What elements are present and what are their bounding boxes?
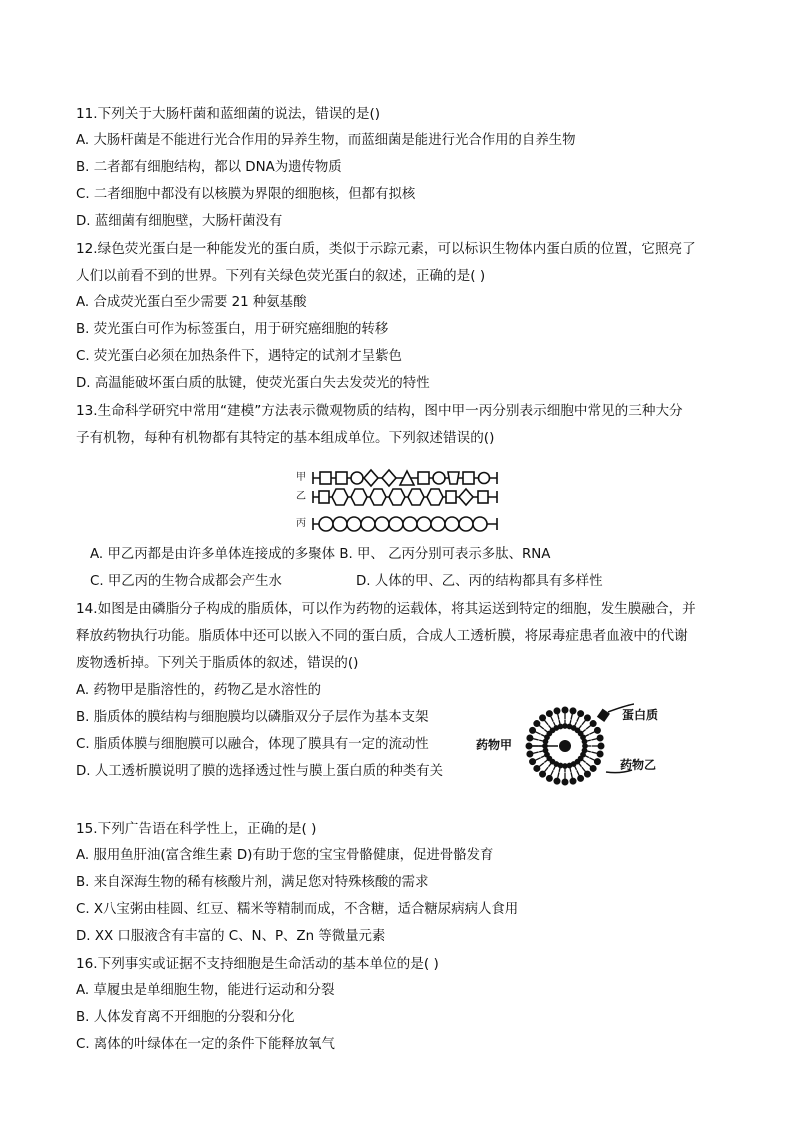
phospholipid-tail-outer [589, 758, 594, 761]
phospholipid-tail-outer [591, 752, 597, 753]
phospholipid-head-outer [562, 779, 568, 785]
phospholipid-tail-outer [544, 767, 548, 772]
phospholipid-tail-inner [554, 766, 556, 770]
q14-option-b: B. 脂质体的膜结构与细胞膜均以磷脂双分子层作为基本支架 [76, 710, 429, 725]
phospholipid-tail-inner [539, 740, 543, 741]
label-drug-b: 药物乙 [620, 758, 657, 772]
phospholipid-tail-inner [548, 725, 550, 728]
phospholipid-tail-outer [551, 770, 554, 775]
phospholipid-head-outer [590, 765, 596, 771]
q14-option-d: D. 人工透析膜说明了膜的选择透过性与膜上蛋白质的种类有关 [76, 764, 443, 779]
q12-stem-line1: 12.绿色荧光蛋白是一种能发光的蛋白质，类似于示踪元素，可以标识生物体内蛋白质的位置，它照亮了 [76, 241, 696, 257]
q12-stem-line2: 人们以前看不到的世界。下列有关绿色荧光蛋白的叙述，正确的是( ) [76, 268, 486, 284]
q16-stem: 16.下列事实或证据不支持细胞是生命活动的基本单位的是( ) [76, 956, 439, 972]
phospholipid-tail-inner [554, 722, 556, 726]
phospholipid-tail-outer [586, 725, 591, 729]
phospholipid-head-outer [584, 715, 590, 721]
phospholipid-tail-outer [533, 739, 539, 740]
phospholipid-tail-inner [587, 740, 591, 741]
phospholipid-head-outer [540, 715, 546, 721]
phospholipid-head-outer [527, 735, 533, 741]
label-drug-a: 药物甲 [476, 738, 513, 752]
phospholipid-head-outer [584, 771, 590, 777]
q15-option-c: C. X八宝粥由桂圆、红豆、糯米等精制而成，不含糖，适合糖尿病病人食用 [76, 902, 519, 917]
phospholipid-head-outer [570, 708, 576, 714]
phospholipid-head-outer [597, 735, 603, 741]
phospholipid-head-outer [597, 751, 603, 757]
q11-option-c: C. 二者细胞中都没有以核膜为界限的细胞核，但都有拟核 [76, 187, 416, 202]
phospholipid-tail-outer [586, 763, 591, 767]
phospholipid-head-outer [530, 727, 536, 733]
phospholipid-head-outer [594, 759, 600, 765]
phospholipid-tail-inner [541, 735, 545, 737]
q13-option-d: D. 人体的甲、乙、丙的结构都具有多样性 [356, 574, 603, 589]
phospholipid-tail-inner [548, 764, 550, 767]
phospholipid-tail-inner [585, 735, 589, 737]
phospholipid-tail-inner [559, 720, 560, 724]
q12-option-d: D. 高温能破坏蛋白质的肽键，使荧光蛋白失去发荧光的特性 [76, 376, 430, 391]
phospholipid-tail-inner [539, 751, 543, 752]
phospholipid-head-outer [540, 771, 546, 777]
phospholipid-head-outer [534, 765, 540, 771]
phospholipid-head-outer [598, 743, 604, 749]
phospholipid-tail-outer [539, 725, 544, 729]
phospholipid-tail-outer [544, 720, 548, 725]
label-protein: 蛋白质 [622, 708, 659, 722]
q15-option-a: A. 服用鱼肝油(富含维生素 D)有助于您的宝宝骨骼健康，促进骨骼发育 [76, 848, 494, 863]
phospholipid-tail-inner [575, 766, 577, 770]
phospholipid-head-outer [562, 707, 568, 713]
phospholipid-tail-inner [583, 760, 586, 762]
q15-stem: 15.下列广告语在科学性上，正确的是( ) [76, 821, 317, 837]
polymer-chain-yi [312, 485, 498, 509]
phospholipid-head-outer [530, 759, 536, 765]
phospholipid-tail-inner [570, 720, 571, 724]
phospholipid-head-outer [570, 778, 576, 784]
q14-option-a: A. 药物甲是脂溶性的，药物乙是水溶性的 [76, 683, 322, 698]
chain-label-jia: 甲 [296, 472, 306, 483]
phospholipid-head-outer [590, 721, 596, 727]
q16-option-c: C. 离体的叶绿体在一定的条件下能释放氧气 [76, 1037, 335, 1052]
phospholipid-tail-outer [535, 732, 540, 735]
q14-stem-line3: 废物透析掉。下列关于脂质体的叙述，错误的() [76, 655, 359, 671]
q12-option-b: B. 荧光蛋白可作为标签蛋白，用于研究癌细胞的转移 [76, 322, 389, 337]
phospholipid-head-outer [554, 778, 560, 784]
phospholipid-tail-inner [587, 751, 591, 752]
q12-option-a: A. 合成荧光蛋白至少需要 21 种氨基酸 [76, 295, 307, 310]
q12-option-c: C. 荧光蛋白必须在加热条件下，遇特定的试剂才呈紫色 [76, 349, 402, 364]
q11-stem: 11.下列关于大肠杆菌和蓝细菌的说法，错误的是() [76, 106, 381, 122]
phospholipid-head-outer [527, 751, 533, 757]
q16-option-a: A. 草履虫是单细胞生物，能进行运动和分裂 [76, 983, 335, 998]
q14-option-c: C. 脂质体膜与细胞膜可以融合，体现了膜具有一定的流动性 [76, 737, 429, 752]
q15-option-d: D. XX 口服液含有丰富的 C、N、P、Zn 等微量元素 [76, 929, 386, 944]
phospholipid-tail-inner [579, 764, 581, 767]
phospholipid-tail-outer [589, 732, 594, 735]
phospholipid-tail-outer [558, 714, 559, 720]
phospholipid-tail-outer [582, 720, 586, 725]
q14-stem-line2: 释放药物执行功能。脂质体中还可以嵌入不同的蛋白质，合成人工透析膜，将尿毒症患者血液中的代谢 [76, 628, 688, 644]
q11-option-d: D. 蓝细菌有细胞壁，大肠杆菌没有 [76, 214, 283, 229]
phospholipid-head-outer [594, 727, 600, 733]
liposome-figure [470, 700, 700, 795]
phospholipid-head-inner [582, 739, 587, 744]
phospholipid-tail-inner [541, 756, 545, 758]
phospholipid-tail-outer [582, 767, 586, 772]
phospholipid-tail-outer [571, 772, 572, 778]
phospholipid-tail-inner [570, 768, 571, 772]
phospholipid-tail-inner [559, 768, 560, 772]
phospholipid-head-outer [578, 711, 584, 717]
phospholipid-tail-inner [544, 729, 547, 731]
liposome-diagram [524, 700, 634, 795]
phospholipid-head-outer [554, 708, 560, 714]
phospholipid-tail-outer [591, 739, 597, 740]
membrane-protein [597, 709, 610, 722]
phospholipid-head-outer [546, 775, 552, 781]
phospholipid-tail-outer [539, 763, 544, 767]
drug-a-core [559, 740, 571, 752]
phospholipid-head-outer [578, 775, 584, 781]
polymer-chain-bing [312, 512, 498, 536]
q13-stem-line2: 子有机物，每种有机物都有其特定的基本组成单位。下列叙述错误的() [76, 430, 495, 446]
q13-stem-line1: 13.生命科学研究中常用“建模”方法表示微观物质的结构，图中甲一丙分别表示细胞中常见的三种大分 [76, 403, 683, 419]
phospholipid-head-outer [534, 721, 540, 727]
phospholipid-tail-outer [533, 752, 539, 753]
phospholipid-tail-inner [544, 760, 547, 762]
phospholipid-tail-outer [571, 714, 572, 720]
phospholipid-tail-outer [551, 716, 554, 721]
q14-stem-line1: 14.如图是由磷脂分子构成的脂质体，可以作为药物的运载体，将其运送到特定的细胞，发生膜融合，并 [76, 601, 696, 617]
phospholipid-tail-inner [575, 722, 577, 726]
phospholipid-tail-inner [583, 729, 586, 731]
chain-label-yi: 乙 [296, 491, 306, 502]
phospholipid-tail-inner [579, 725, 581, 728]
phospholipid-tail-outer [577, 716, 580, 721]
phospholipid-tail-outer [535, 758, 540, 761]
phospholipid-tail-outer [577, 770, 580, 775]
phospholipid-tail-outer [558, 772, 559, 778]
q13-options-ab: A. 甲乙丙都是由许多单体连接成的多聚体 B. 甲、 乙丙分别可表示多肽、RNA [90, 547, 551, 562]
chain-label-bing: 丙 [296, 518, 306, 529]
q13-option-c: C. 甲乙丙的生物合成都会产生水 [90, 574, 282, 589]
q11-option-a: A. 大肠杆菌是不能进行光合作用的异养生物，而蓝细菌是能进行光合作用的自养生物 [76, 133, 576, 148]
q16-option-b: B. 人体发育离不开细胞的分裂和分化 [76, 1010, 295, 1025]
phospholipid-head-outer [546, 711, 552, 717]
q15-option-b: B. 来自深海生物的稀有核酸片剂，满足您对特殊核酸的需求 [76, 875, 429, 890]
q11-option-b: B. 二者都有细胞结构，都以 DNA为遗传物质 [76, 160, 342, 175]
phospholipid-tail-inner [585, 756, 589, 758]
